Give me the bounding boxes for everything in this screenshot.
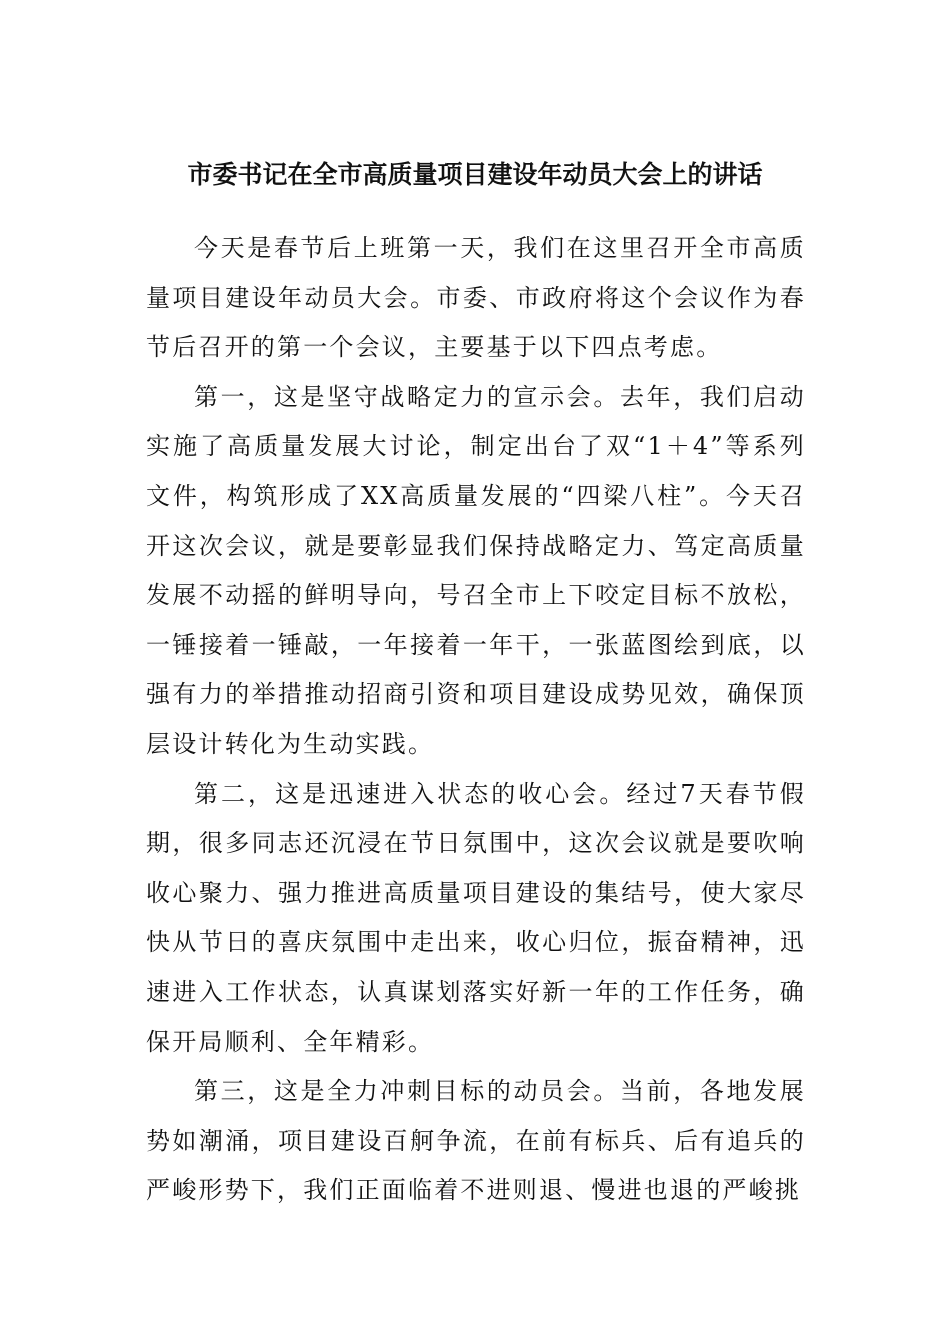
document-body [146,224,806,1216]
paragraph-intro: 今天是春节后上班第一天，我们在这里召开全市高质量项目建设年动员大会。市委、市政府将这个会议作为春节后召开的第一个会议，主要基于以下四点考虑。 [146,234,806,362]
paragraph-third-point: 第三，这是全力冲刺目标的动员会。当前，各地发展势如潮涌，项目建设百舸争流，在前有标兵、后有追兵的严峻形势下，我们正面临着不进则退、慢进也退的严峻挑 [146,1077,806,1205]
document-title: 市委书记在全市高质量项目建设年动员大会上的讲话 [187,160,763,189]
paragraph-second-point: 第二，这是迅速进入状态的收心会。经过7天春节假期，很多同志还沉浸在节日氛围中，这次会议就是要吹响收心聚力、强力推进高质量项目建设的集结号，使大家尽快从节日的喜庆氛围中走出来，收心归位，振奋精神，迅速进入工作状态，认真谋划落实好新一年的工作任务，确保开局顺利、全年精彩。 [146,779,806,1056]
paragraph-first-point: 第一，这是坚守战略定力的宣示会。去年，我们启动实施了高质量发展大讨论，制定出台了双“1＋4”等系列文件，构筑形成了XX高质量发展的“四梁八柱”。今天召开这次会议，就是要彰显我们保持战略定力、笃定高质量发展不动摇的鲜明导向，号召全市上下咬定目标不放松，一锤接着一锤敲，一年接着一年干，一张蓝图绘到底，以强有力的举措推动招商引资和项目建设成势见效，确保顶层设计转化为生动实践。 [146,382,806,758]
